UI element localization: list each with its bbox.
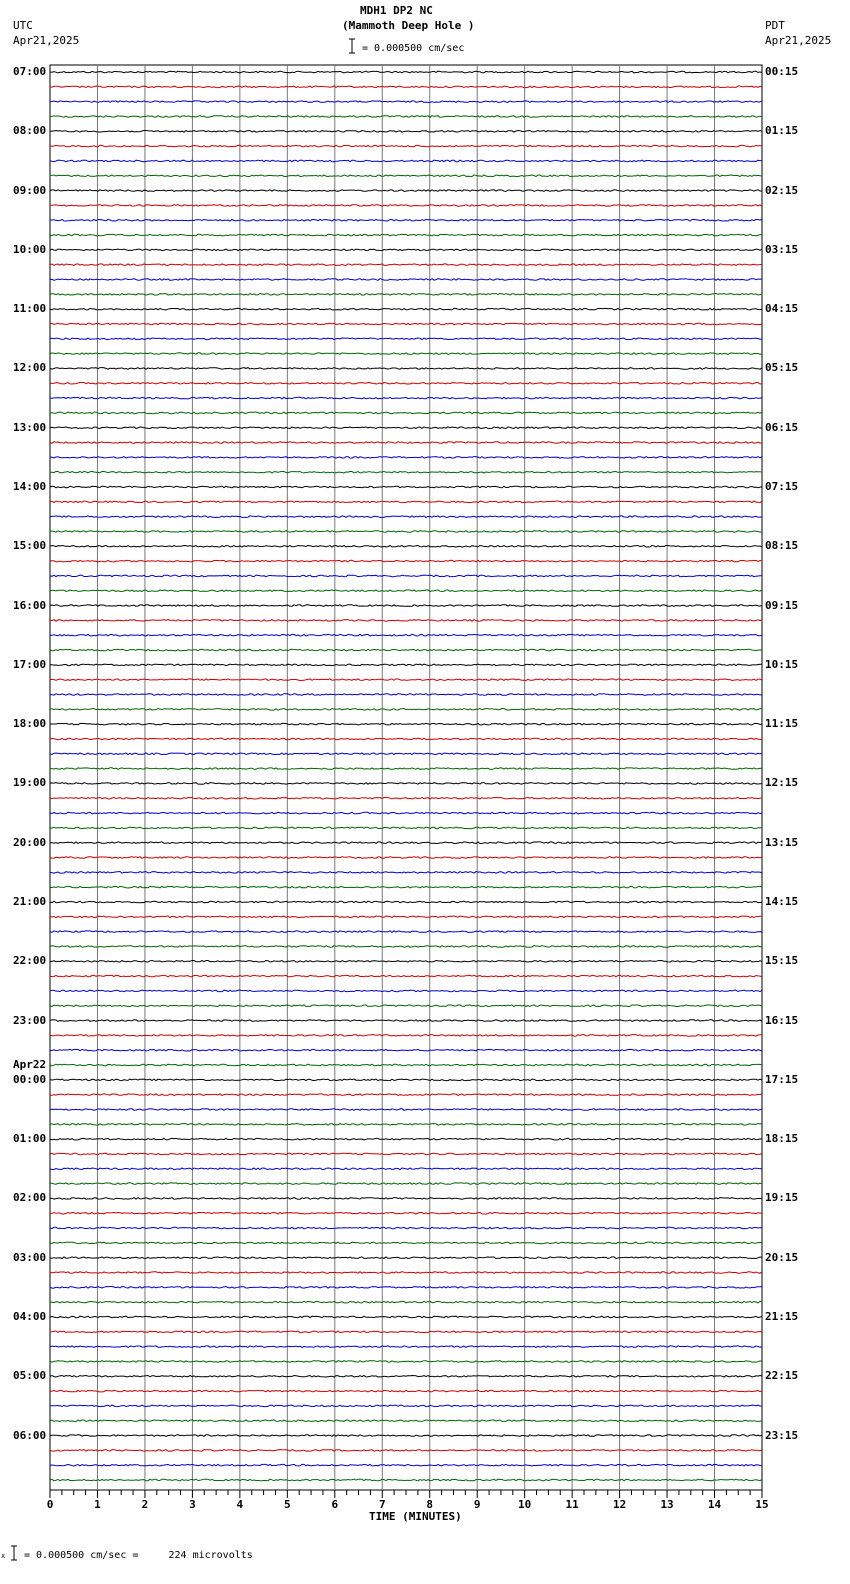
pdt-hour-label: 21:15 (765, 1309, 799, 1323)
seismic-trace (50, 264, 762, 266)
x-tick-label: 12 (612, 1498, 627, 1511)
seismic-trace (50, 1420, 762, 1422)
right-timezone: PDT (765, 19, 785, 32)
pdt-hour-label: 03:15 (765, 242, 799, 256)
utc-hour-label: 20:00 (13, 835, 47, 849)
seismic-trace (50, 649, 762, 651)
seismic-trace (50, 471, 762, 473)
seismic-trace (50, 1094, 762, 1096)
pdt-hour-label: 13:15 (765, 835, 799, 849)
utc-hour-label: 05:00 (13, 1369, 47, 1383)
seismic-trace (50, 738, 762, 740)
seismic-trace (50, 397, 762, 399)
seismic-trace (50, 368, 762, 370)
utc-hour-label: 18:00 (13, 717, 47, 731)
utc-hour-label: 06:00 (13, 1428, 47, 1442)
x-tick-label: 13 (660, 1498, 674, 1511)
utc-hour-label: 22:00 (13, 954, 47, 968)
pdt-hour-label: 05:15 (765, 361, 799, 375)
seismic-trace (50, 872, 762, 874)
pdt-hour-label: 18:15 (765, 1132, 799, 1146)
pdt-hour-label: 02:15 (765, 183, 799, 197)
utc-hour-label: 13:00 (13, 420, 47, 434)
seismic-trace (50, 323, 762, 325)
x-tick-label: 2 (141, 1498, 149, 1511)
seismic-trace (50, 249, 762, 251)
utc-hour-label: 04:00 (13, 1309, 47, 1323)
seismic-trace (50, 709, 762, 711)
seismic-trace (50, 308, 762, 310)
seismic-trace (50, 857, 762, 859)
seismic-trace (50, 975, 762, 977)
seismic-trace (50, 1257, 762, 1259)
seismic-trace (50, 382, 762, 384)
seismic-trace (50, 620, 762, 622)
seismic-trace (50, 457, 762, 459)
seismic-trace (50, 234, 762, 236)
seismic-trace (50, 634, 762, 636)
seismic-trace (50, 116, 762, 118)
pdt-hour-label: 15:15 (765, 954, 799, 968)
x-tick-label: 15 (755, 1498, 769, 1511)
pdt-hour-label: 04:15 (765, 302, 799, 316)
seismic-trace (50, 753, 762, 755)
seismic-trace (50, 1064, 762, 1066)
seismic-trace (50, 1138, 762, 1140)
station-location: (Mammoth Deep Hole ) (342, 19, 475, 32)
seismic-trace (50, 190, 762, 192)
seismic-trace (50, 1212, 762, 1214)
pdt-hour-label: 22:15 (765, 1369, 799, 1383)
seismic-trace (50, 145, 762, 147)
seismic-trace (50, 1435, 762, 1437)
seismic-trace (50, 1079, 762, 1081)
seismic-trace (50, 412, 762, 414)
x-tick-label: 10 (518, 1498, 532, 1511)
seismic-trace (50, 546, 762, 548)
seismic-trace (50, 1316, 762, 1318)
seismic-trace (50, 501, 762, 503)
seismic-trace (50, 1109, 762, 1111)
utc-hour-label: 03:00 (13, 1250, 47, 1264)
x-tick-label: 3 (189, 1498, 196, 1511)
pdt-hour-label: 19:15 (765, 1191, 799, 1205)
seismic-trace (50, 783, 762, 785)
seismic-trace (50, 901, 762, 903)
x-tick-label: 14 (707, 1498, 722, 1511)
footer-scale-icon (0, 1544, 20, 1562)
seismic-trace (50, 1242, 762, 1244)
seismic-trace (50, 1183, 762, 1185)
left-date: Apr21,2025 (13, 34, 80, 47)
pdt-hour-label: 08:15 (765, 539, 799, 553)
seismic-trace (50, 990, 762, 992)
station-title: MDH1 DP2 NC (360, 4, 433, 17)
seismic-trace (50, 516, 762, 518)
utc-hour-label: 16:00 (13, 598, 47, 612)
footer-scale-label: = 0.000500 cm/sec = 224 microvolts (24, 1550, 253, 1561)
seismic-trace (50, 1361, 762, 1363)
seismic-trace (50, 961, 762, 963)
pdt-hour-label: 17:15 (765, 1072, 799, 1086)
seismic-trace (50, 1124, 762, 1126)
x-tick-label: 6 (331, 1498, 339, 1511)
seismic-trace (50, 1035, 762, 1037)
utc-hour-label: 19:00 (13, 776, 47, 790)
x-tick-label: 11 (565, 1498, 579, 1511)
seismic-trace (50, 560, 762, 562)
pdt-hour-label: 20:15 (765, 1250, 799, 1264)
seismic-trace (50, 1227, 762, 1229)
seismic-trace (50, 1020, 762, 1022)
x-tick-label: 8 (426, 1498, 434, 1511)
x-tick-label: 5 (284, 1498, 291, 1511)
seismic-trace (50, 294, 762, 296)
seismic-trace (50, 1390, 762, 1392)
seismic-trace (50, 1153, 762, 1155)
seismic-trace (50, 931, 762, 933)
x-tick-label: 4 (236, 1498, 244, 1511)
scale-label: = 0.000500 cm/sec (362, 43, 465, 54)
pdt-hour-label: 23:15 (765, 1428, 799, 1442)
seismic-trace (50, 1376, 762, 1378)
utc-hour-label: 11:00 (13, 302, 47, 316)
seismic-trace (50, 886, 762, 888)
pdt-hour-label: 07:15 (765, 479, 799, 493)
seismic-trace (50, 768, 762, 770)
seismic-trace (50, 1346, 762, 1348)
seismic-trace (50, 1464, 762, 1466)
seismic-trace (50, 916, 762, 918)
pdt-hour-label: 12:15 (765, 776, 799, 790)
seismic-trace (50, 797, 762, 799)
svg-text:x: x (1, 1552, 6, 1560)
utc-hour-label: 02:00 (13, 1191, 47, 1205)
utc-hour-label: 21:00 (13, 894, 47, 908)
seismic-trace (50, 575, 762, 577)
seismic-trace (50, 1450, 762, 1452)
seismic-trace (50, 1198, 762, 1200)
seismic-trace (50, 679, 762, 681)
seismic-trace (50, 205, 762, 207)
seismic-trace (50, 1272, 762, 1274)
utc-hour-label: 23:00 (13, 1013, 47, 1027)
utc-hour-label: 15:00 (13, 539, 47, 553)
seismic-trace (50, 812, 762, 814)
seismic-trace (50, 723, 762, 725)
seismic-trace (50, 175, 762, 177)
utc-hour-label: 09:00 (13, 183, 47, 197)
pdt-hour-label: 06:15 (765, 420, 799, 434)
seismic-trace (50, 827, 762, 829)
seismic-trace (50, 131, 762, 133)
right-date: Apr21,2025 (765, 34, 832, 47)
seismic-trace (50, 338, 762, 340)
seismic-trace (50, 1287, 762, 1289)
seismic-trace (50, 1005, 762, 1007)
seismic-trace (50, 694, 762, 696)
seismic-trace (50, 279, 762, 281)
pdt-hour-label: 16:15 (765, 1013, 799, 1027)
utc-hour-label: 00:00 (13, 1072, 47, 1086)
seismic-trace (50, 219, 762, 221)
seismic-trace (50, 590, 762, 592)
utc-hour-label: 01:00 (13, 1132, 47, 1146)
seismic-trace (50, 1049, 762, 1051)
seismic-trace (50, 101, 762, 103)
seismic-trace (50, 946, 762, 948)
pdt-hour-label: 00:15 (765, 65, 799, 78)
seismic-trace (50, 486, 762, 488)
pdt-hour-label: 09:15 (765, 598, 799, 612)
seismic-trace (50, 664, 762, 666)
seismic-trace (50, 427, 762, 429)
seismic-trace (50, 605, 762, 607)
seismic-trace (50, 842, 762, 844)
x-tick-label: 0 (46, 1498, 54, 1511)
pdt-hour-label: 01:15 (765, 124, 799, 138)
seismic-trace (50, 71, 762, 73)
x-axis-title: TIME (MINUTES) (369, 1510, 462, 1523)
seismic-trace (50, 160, 762, 162)
date-change-label: Apr22 (13, 1057, 47, 1071)
left-timezone: UTC (13, 19, 33, 32)
utc-hour-label: 07:00 (13, 65, 47, 78)
seismic-trace (50, 86, 762, 88)
seismic-trace (50, 1405, 762, 1407)
utc-hour-label: 14:00 (13, 479, 47, 493)
pdt-hour-label: 14:15 (765, 894, 799, 908)
seismic-trace (50, 1479, 762, 1481)
seismic-trace (50, 1301, 762, 1303)
utc-hour-label: 08:00 (13, 124, 47, 138)
seismic-trace (50, 353, 762, 355)
x-tick-label: 1 (94, 1498, 101, 1511)
seismic-trace (50, 442, 762, 444)
x-tick-label: 9 (473, 1498, 481, 1511)
seismic-trace (50, 531, 762, 533)
x-tick-label: 7 (378, 1498, 386, 1511)
utc-hour-label: 10:00 (13, 242, 47, 256)
seismic-trace (50, 1331, 762, 1333)
utc-hour-label: 17:00 (13, 657, 47, 671)
pdt-hour-label: 11:15 (765, 717, 799, 731)
utc-hour-label: 12:00 (13, 361, 47, 375)
seismic-trace (50, 1168, 762, 1170)
pdt-hour-label: 10:15 (765, 657, 799, 671)
